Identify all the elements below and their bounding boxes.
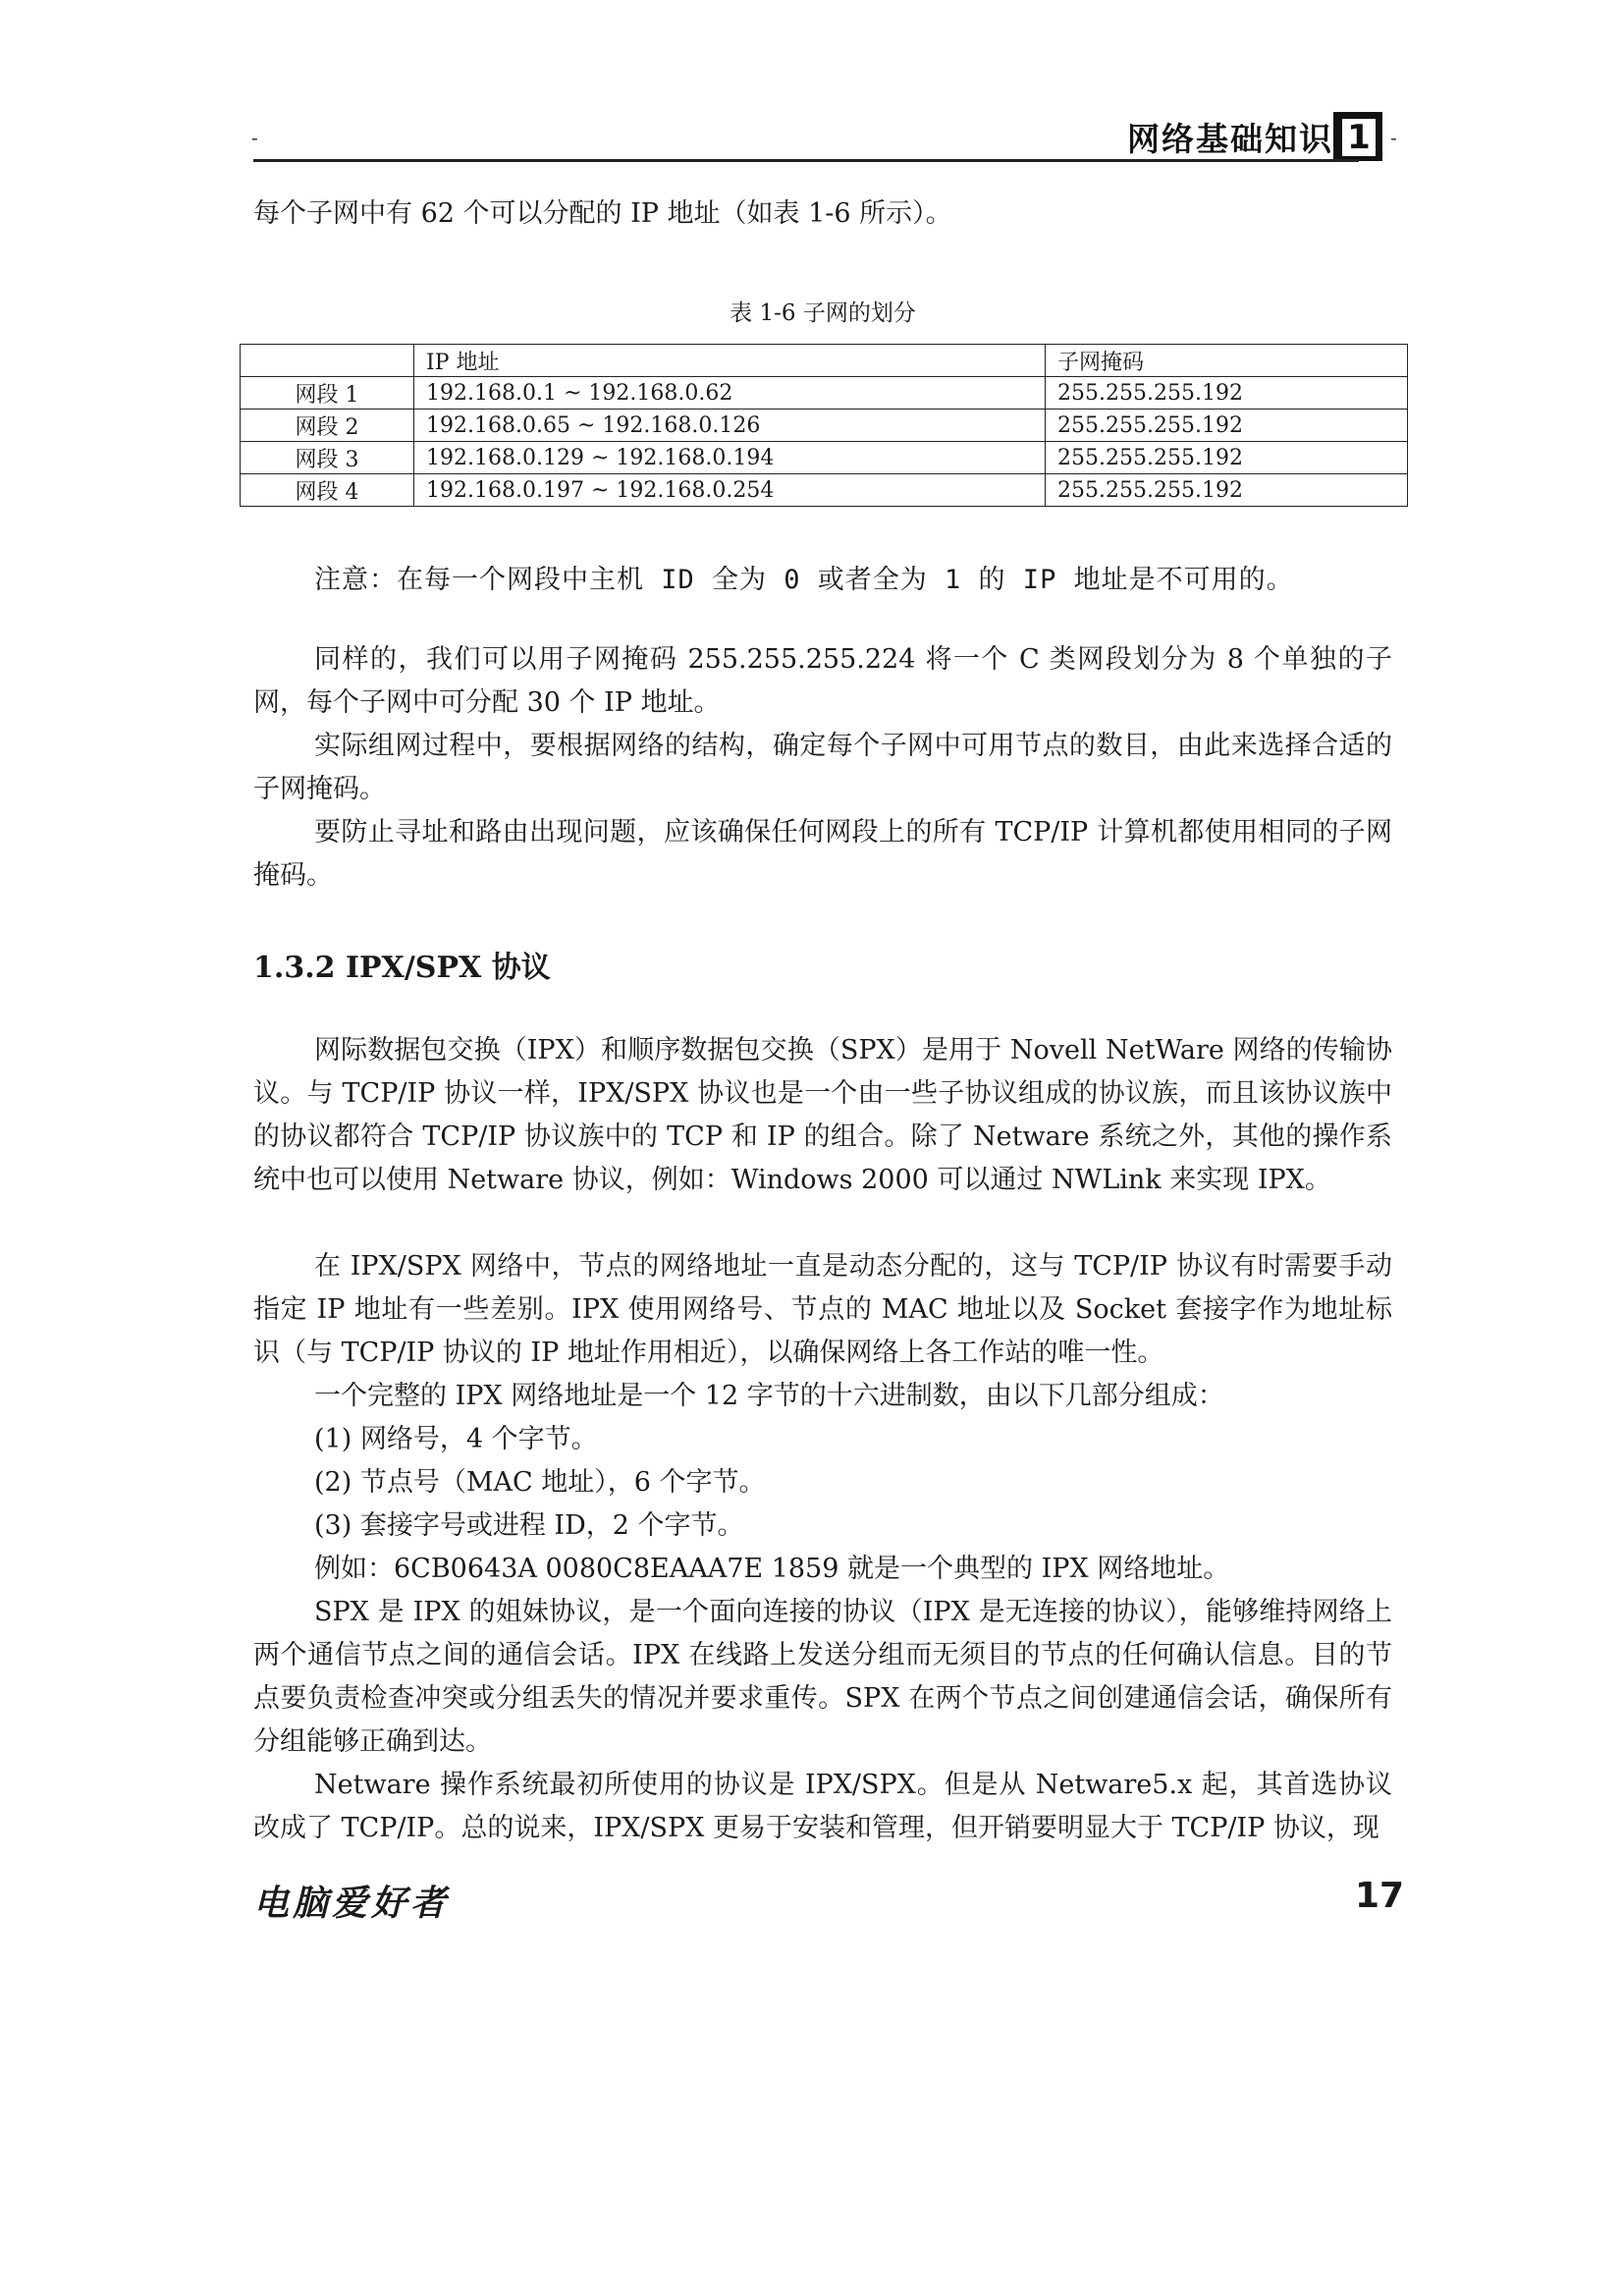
header-left-mark: -: [251, 126, 258, 149]
table-row: [241, 442, 1408, 474]
table-caption: 表 1-6 子网的划分: [730, 301, 916, 326]
body-paragraph: Netware 操作系统最初所使用的协议是 IPX/SPX。但是从 Netware5.x 起，其首选协议改成了 TCP/IP。总的说来，IPX/SPX 更易于安装和管理，但开销要明显大于 TCP/IP 协议，现: [253, 1770, 1392, 1843]
table-header-cell: IP 地址: [414, 345, 1046, 377]
segment-cell: 网段 2: [241, 410, 414, 442]
ip-range-cell: 192.168.0.65 ~ 192.168.0.126: [414, 410, 1046, 442]
mask-cell: 255.255.255.192: [1046, 377, 1408, 410]
page-number: 17: [1355, 1876, 1405, 1916]
body-paragraph: 实际组网过程中，要根据网络的结构，确定每个子网中可用节点的数目，由此来选择合适的子网掩码。: [253, 731, 1392, 804]
running-header-title: 网络基础知识: [1127, 120, 1333, 158]
magazine-brand: 电脑爱好者: [253, 1883, 451, 1924]
mask-cell: 255.255.255.192: [1046, 474, 1408, 507]
header-rule: [253, 159, 1359, 162]
chapter-number: 1: [1342, 119, 1376, 156]
table-header-cell: [241, 345, 414, 377]
body-paragraph: 一个完整的 IPX 网络地址是一个 12 字节的十六进制数，由以下几部分组成：: [314, 1381, 1224, 1411]
chapter-badge: [1333, 112, 1382, 161]
segment-cell: 网段 3: [241, 442, 414, 474]
table-header-cell: 子网掩码: [1046, 345, 1408, 377]
list-item: (3) 套接字号或进程 ID，2 个字节。: [314, 1510, 744, 1541]
table-row: [241, 377, 1408, 410]
ip-range-cell: 192.168.0.197 ~ 192.168.0.254: [414, 474, 1046, 507]
subnet-table: [240, 344, 1408, 507]
body-paragraph: 网际数据包交换（IPX）和顺序数据包交换（SPX）是用于 Novell NetWare 网络的传输协议。与 TCP/IP 协议一样，IPX/SPX 协议也是一个由一些子协议组成的协议族，而且该协议族中的协议都符合 TCP/IP 协议族中的 TCP 和 IP 的组合。除了 Netware 系统之外，其他的操作系统中也可以使用 Netware 协议，例如：Windows 2000 可以通过 NWLink 来实现 IPX。: [253, 1035, 1392, 1195]
body-paragraph: 例如：6CB0643A 0080C8EAAA7E 1859 就是一个典型的 IPX 网络地址。: [314, 1554, 1230, 1584]
segment-cell: 网段 1: [241, 377, 414, 410]
table-header-row: [241, 345, 1408, 377]
table-row: [241, 474, 1408, 507]
note-text: 注意：在每一个网段中主机 ID 全为 0 或者全为 1 的 IP 地址是不可用的。: [314, 565, 1294, 595]
ip-range-cell: 192.168.0.1 ~ 192.168.0.62: [414, 377, 1046, 410]
ip-range-cell: 192.168.0.129 ~ 192.168.0.194: [414, 442, 1046, 474]
table-row: [241, 410, 1408, 442]
mask-cell: 255.255.255.192: [1046, 410, 1408, 442]
header-right-mark: -: [1390, 126, 1397, 149]
section-heading: 1.3.2 IPX/SPX 协议: [253, 951, 551, 985]
body-paragraph: 同样的，我们可以用子网掩码 255.255.255.224 将一个 C 类网段划分为 8 个单独的子网，每个子网中可分配 30 个 IP 地址。: [253, 644, 1392, 718]
segment-cell: 网段 4: [241, 474, 414, 507]
body-paragraph: SPX 是 IPX 的姐妹协议，是一个面向连接的协议（IPX 是无连接的协议），能够维持网络上两个通信节点之间的通信会话。IPX 在线路上发送分组而无须目的节点的任何确认信息。目的节点要负责检查冲突或分组丢失的情况并要求重传。SPX 在两个节点之间创建通信会话，确保所有分组能够正确到达。: [253, 1597, 1392, 1757]
list-item: (2) 节点号（MAC 地址），6 个字节。: [314, 1467, 766, 1498]
list-item: (1) 网络号，4 个字节。: [314, 1424, 598, 1454]
body-paragraph: 在 IPX/SPX 网络中，节点的网络地址一直是动态分配的，这与 TCP/IP 协议有时需要手动指定 IP 地址有一些差别。IPX 使用网络号、节点的 MAC 地址以及 Socket 套接字作为地址标识（与 TCP/IP 协议的 IP 地址作用相近），以确保网络上各工作站的唯一性。: [253, 1251, 1392, 1368]
intro-paragraph: 每个子网中有 62 个可以分配的 IP 地址（如表 1-6 所示）。: [253, 198, 952, 229]
body-paragraph: 要防止寻址和路由出现问题，应该确保任何网段上的所有 TCP/IP 计算机都使用相同的子网掩码。: [253, 817, 1392, 891]
mask-cell: 255.255.255.192: [1046, 442, 1408, 474]
